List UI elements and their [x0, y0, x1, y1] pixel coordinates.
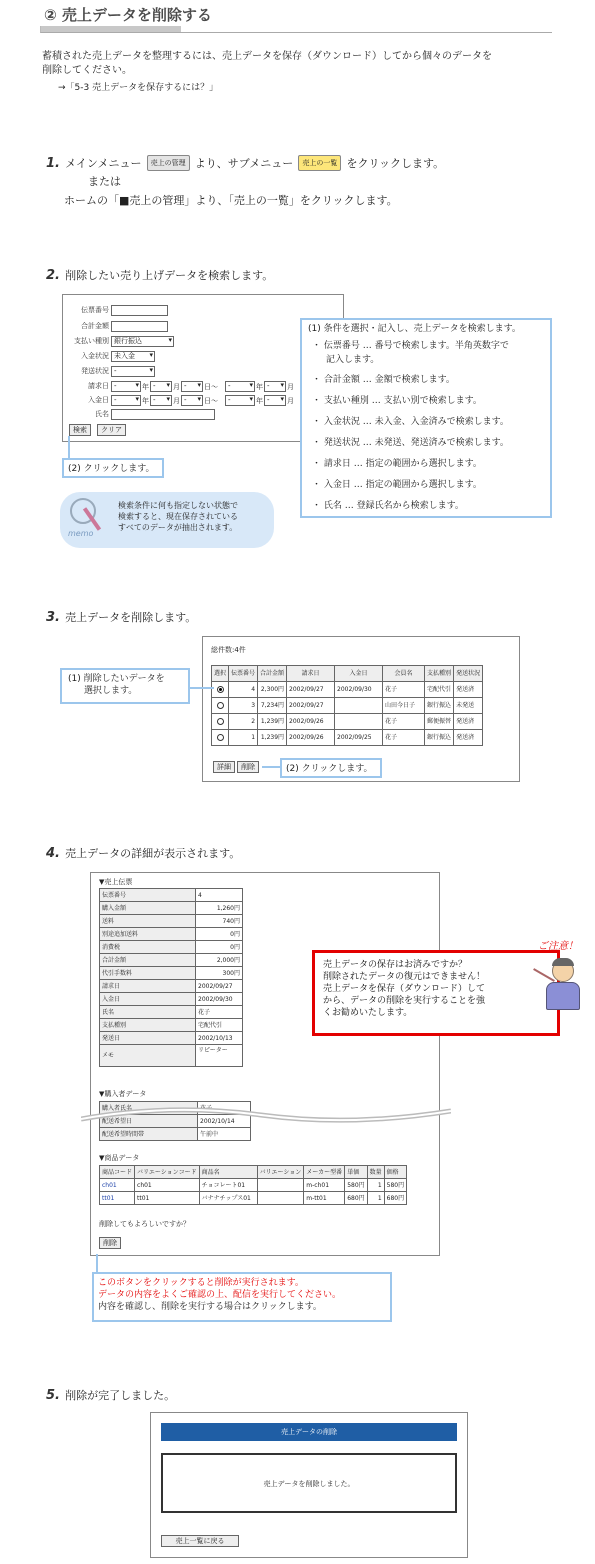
note-connector	[96, 1254, 98, 1272]
intro-text	[42, 50, 562, 78]
cell: 4	[196, 889, 243, 902]
cell: 1	[367, 1179, 384, 1192]
search-click-callout: (2) クリックします。	[62, 458, 164, 478]
sales-detail-panel	[90, 872, 440, 1256]
panel-title: 売上データの削除	[161, 1423, 457, 1441]
table-row	[100, 889, 243, 902]
cell: 0円	[196, 928, 243, 941]
warning-line: 売上データを保存（ダウンロード）して	[323, 984, 486, 994]
slip-section-header: ▼売上伝票	[99, 878, 133, 886]
condition-item: ・ 伝票番号 … 番号で検索します。半角英数字で	[312, 341, 509, 351]
search-button[interactable]: 検索	[69, 424, 91, 436]
table-row	[100, 1045, 243, 1067]
cell: 1,239円	[258, 730, 287, 746]
cell: 宅配代引	[196, 1019, 243, 1032]
col-header: 商品コード	[100, 1166, 135, 1179]
cell: 2002/09/26	[287, 714, 335, 730]
delete-complete-message: 売上データを削除しました。	[263, 1480, 355, 1488]
paytype-label: 支払い種別	[74, 337, 109, 345]
paydate-from-day[interactable]: - ▾	[181, 395, 203, 406]
note-line: 内容を確認し、削除を実行する場合はクリックします。	[98, 1302, 322, 1312]
cell: m-tt01	[304, 1192, 345, 1205]
day-label: 日	[204, 397, 211, 405]
cell: 花子	[198, 1102, 251, 1115]
col-header: 会員名	[383, 666, 425, 682]
slip-table	[99, 888, 243, 1067]
cell: 花子	[383, 714, 425, 730]
col-header: 数量	[367, 1166, 384, 1179]
cell: バナナチップス01	[199, 1192, 257, 1205]
tilde: ～	[211, 383, 218, 391]
memo-box	[60, 492, 274, 548]
billdate-from-year[interactable]: - ▾	[111, 381, 141, 392]
callout1-title: (1) 条件を選択・記入し、売上データを検索します。	[308, 324, 521, 334]
clear-button[interactable]: クリア	[97, 424, 126, 436]
callout2-connector	[68, 436, 70, 458]
cell	[335, 714, 383, 730]
cell: チョコレート01	[199, 1179, 257, 1192]
callout-line: (1) 削除したいデータを	[68, 674, 165, 684]
note-red-line: データの内容をよくご確認の上、配信を実行してください。	[98, 1290, 342, 1300]
billdate-from-month[interactable]: - ▾	[150, 381, 172, 392]
table-row	[100, 1179, 407, 1192]
cell: 0円	[196, 941, 243, 954]
col-header: 発送状況	[454, 666, 483, 682]
section-title: ② 売上データを削除する	[44, 6, 212, 24]
cell: 郵便振替	[425, 714, 454, 730]
step1-alt: ホームの「■売上の管理」より、「売上の一覧」をクリックします。	[64, 194, 398, 207]
memo-line: 検索条件に何も指定しない状態で	[118, 501, 238, 510]
table-row	[212, 698, 483, 714]
warning-line: から、データの削除を実行することを強	[323, 996, 486, 1006]
cell: 伝票番号	[100, 889, 196, 902]
cell	[257, 1179, 304, 1192]
cell: 2002/09/25	[335, 730, 383, 746]
month-label: 月	[173, 383, 180, 391]
message-frame	[161, 1453, 457, 1513]
step2	[46, 264, 273, 283]
product-code-link[interactable]: ch01	[100, 1179, 135, 1192]
col-header: 伝票番号	[229, 666, 258, 682]
cell: 3	[229, 698, 258, 714]
slip-label: 伝票番号	[81, 306, 109, 314]
paystatus-label: 入金状況	[81, 352, 109, 360]
table-row	[100, 967, 243, 980]
col-header: 入金日	[335, 666, 383, 682]
delete-confirm-text: 削除してもよろしいですか？	[99, 1220, 190, 1228]
table-row	[212, 730, 483, 746]
step1-number: 1.	[46, 156, 60, 171]
paytype-select[interactable]: 銀行振込 ▾	[111, 336, 174, 347]
memo-text	[118, 500, 238, 533]
cell: m-ch01	[304, 1179, 345, 1192]
cell: 宅配代引	[425, 682, 454, 698]
cell: 銀行振込	[425, 730, 454, 746]
cell: 銀行振込	[425, 698, 454, 714]
warning-line: くお勧めいたします。	[323, 1008, 413, 1018]
memo-label: memo	[68, 529, 94, 538]
cell: 680円	[384, 1192, 406, 1205]
table-row	[100, 993, 243, 1006]
callout1-items	[308, 340, 544, 514]
warning-tag: ご注意！	[538, 941, 578, 952]
cell: 680円	[345, 1192, 367, 1205]
cell: 740円	[196, 915, 243, 928]
cell: 購入者氏名	[100, 1102, 198, 1115]
row-select-radio[interactable]	[217, 686, 224, 693]
row-select-radio[interactable]	[217, 718, 224, 725]
cell: 2	[229, 714, 258, 730]
col-header: バリエーション	[257, 1166, 304, 1179]
step3-text: 売上データを削除します。	[65, 611, 197, 624]
step2-text: 削除したい売り上げデータを検索します。	[65, 269, 274, 282]
condition-item: ・ 入金状況 … 未入金、入金済みで検索します。	[312, 417, 509, 427]
sales-table	[211, 665, 483, 746]
month-label: 月	[287, 397, 294, 405]
delete-click-callout: (2) クリックします。	[280, 758, 382, 778]
cell: 花子	[383, 730, 425, 746]
shipstatus-label: 発送状況	[81, 367, 109, 375]
table-row	[100, 941, 243, 954]
buyer-section-header: ▼購入者データ	[99, 1090, 147, 1098]
table-row	[100, 980, 243, 993]
step4	[46, 842, 240, 861]
cell: 1,260円	[196, 902, 243, 915]
table-row	[100, 1006, 243, 1019]
condition-item: ・ 氏名 … 登録氏名から検索します。	[312, 501, 464, 511]
step4-number: 4.	[46, 846, 60, 861]
total-count: 総件数:4件	[211, 646, 246, 654]
cell: 支払種別	[100, 1019, 196, 1032]
sales-list-submenu-button[interactable]: 売上の一覧	[298, 155, 341, 171]
step1-or: または	[88, 175, 121, 188]
callout2-connector	[262, 766, 280, 768]
condition-item: ・ 請求日 … 指定の範囲から選択します。	[312, 459, 482, 469]
product-section-header: ▼商品データ	[99, 1154, 140, 1162]
cell: 2,300円	[258, 682, 287, 698]
warning-box	[312, 950, 560, 1036]
cell: 2002/09/27	[196, 980, 243, 993]
table-row	[212, 714, 483, 730]
cell: tt01	[135, 1192, 200, 1205]
step5-text: 削除が完了しました。	[65, 1389, 176, 1402]
cell: 送料	[100, 915, 196, 928]
cell: 2002/09/30	[335, 682, 383, 698]
row-select-radio[interactable]	[217, 734, 224, 741]
back-to-list-button[interactable]: 売上一覧に戻る	[161, 1535, 239, 1547]
teacher-icon	[540, 958, 584, 1014]
cell: 1	[367, 1192, 384, 1205]
cell: 2002/10/14	[198, 1115, 251, 1128]
total-amount-input[interactable]	[111, 321, 168, 332]
note-red-line: このボタンをクリックすると削除が実行されます。	[98, 1278, 304, 1288]
cell: 発送日	[100, 1032, 196, 1045]
cell: 2002/09/26	[287, 730, 335, 746]
cell: 配送希望時間帯	[100, 1128, 198, 1141]
delete-note-callout	[92, 1272, 392, 1322]
condition-item: ・ 入金日 … 指定の範囲から選択します。	[312, 480, 482, 490]
step3-number: 3.	[46, 610, 60, 625]
cell: 花子	[196, 1006, 243, 1019]
step1-text-b: より、サブメニュー	[194, 157, 294, 170]
cell: 氏名	[100, 1006, 196, 1019]
cell: 未発送	[454, 698, 483, 714]
cell: 代引手数料	[100, 967, 196, 980]
cell: 2002/09/27	[287, 682, 335, 698]
delete-button[interactable]: 削除	[237, 761, 259, 773]
table-header-row	[212, 666, 483, 682]
table-row	[212, 682, 483, 698]
cell: 4	[229, 682, 258, 698]
select-row-callout	[60, 668, 190, 704]
warning-text	[323, 959, 549, 1019]
cell: 300円	[196, 967, 243, 980]
table-row	[100, 1032, 243, 1045]
callout1-connector	[190, 687, 214, 689]
table-row	[100, 1128, 251, 1141]
cell: 合計金額	[100, 954, 196, 967]
cell: 山田今日子	[383, 698, 425, 714]
year-label: 年	[256, 383, 263, 391]
step1	[46, 152, 566, 171]
cell: 消費税	[100, 941, 196, 954]
cell: 別途追加送料	[100, 928, 196, 941]
table-row	[100, 928, 243, 941]
warning-line: 売上データの保存はお済みですか？	[323, 960, 468, 970]
cell: 発送済	[454, 730, 483, 746]
cell	[257, 1192, 304, 1205]
billdate-to-month[interactable]: - ▾	[264, 381, 286, 392]
condition-item: 記入します。	[326, 355, 380, 365]
step3	[46, 606, 196, 625]
table-row	[100, 902, 243, 915]
month-label: 月	[173, 397, 180, 405]
name-input[interactable]	[111, 409, 215, 420]
table-row	[100, 1019, 243, 1032]
wave-break-icon	[81, 1107, 451, 1123]
step1-text-a: メインメニュー	[65, 157, 142, 170]
sales-manage-menu-button[interactable]: 売上の管理	[147, 155, 190, 171]
search-conditions-callout	[300, 318, 552, 518]
condition-item: ・ 支払い種別 … 支払い別で検索します。	[312, 396, 482, 406]
col-header: 商品名	[199, 1166, 257, 1179]
day-label: 日	[204, 383, 211, 391]
col-header: 価格	[384, 1166, 406, 1179]
cell: 購入金額	[100, 902, 196, 915]
cell: 1	[229, 730, 258, 746]
cell: 請求日	[100, 980, 196, 993]
delete-complete-panel	[150, 1412, 468, 1558]
table-header-row	[100, 1166, 407, 1179]
cell: 入金日	[100, 993, 196, 1006]
col-header: 請求日	[287, 666, 335, 682]
billdate-label: 請求日	[88, 382, 109, 390]
day-tilde	[204, 382, 218, 392]
cell: 2002/09/27	[287, 698, 335, 714]
cell: メモ	[100, 1045, 196, 1067]
cell	[335, 698, 383, 714]
memo-line: 検索すると、現在保存されている	[118, 512, 238, 521]
save-data-link[interactable]: →「5-3 売上データを保存するには？」	[58, 83, 219, 93]
product-table	[99, 1165, 407, 1205]
col-header: バリエーションコード	[135, 1166, 200, 1179]
cell: 午前中	[198, 1128, 251, 1141]
cell: 580円	[345, 1179, 367, 1192]
total-label: 合計金額	[81, 322, 109, 330]
cell: リピーター	[196, 1045, 243, 1067]
cell: 2002/09/30	[196, 993, 243, 1006]
step1-text-c: をクリックします。	[346, 157, 445, 170]
cell: 2,000円	[196, 954, 243, 967]
year-label: 年	[256, 397, 263, 405]
col-header: 支払種別	[425, 666, 454, 682]
intro-line-1: 蓄積された売上データを整理するには、売上データを保存（ダウンロード）してから個々のデータを	[42, 51, 492, 62]
cell: 1,239円	[258, 714, 287, 730]
row-select-radio[interactable]	[217, 702, 224, 709]
confirm-delete-button[interactable]: 削除	[99, 1237, 121, 1249]
tilde: ～	[211, 397, 218, 405]
paydate-to-month[interactable]: - ▾	[264, 395, 286, 406]
condition-item: ・ 発送状況 … 未発送、発送済みで検索します。	[312, 438, 509, 448]
cell: 発送済	[454, 682, 483, 698]
step4-text: 売上データの詳細が表示されます。	[65, 847, 241, 860]
table-row	[100, 915, 243, 928]
table-row	[100, 1192, 407, 1205]
step5	[46, 1384, 175, 1403]
billdate-to-year[interactable]: - ▾	[225, 381, 255, 392]
month-label: 月	[287, 383, 294, 391]
cell: 2002/10/13	[196, 1032, 243, 1045]
cell: ch01	[135, 1179, 200, 1192]
cell: 580円	[384, 1179, 406, 1192]
paydate-from-month[interactable]: - ▾	[150, 395, 172, 406]
paystatus-select[interactable]: 未入金 ▾	[111, 351, 155, 362]
year-label: 年	[142, 383, 149, 391]
name-label: 氏名	[95, 410, 109, 418]
paydate-from-year[interactable]: - ▾	[111, 395, 141, 406]
slip-number-input[interactable]	[111, 305, 168, 316]
title-underline	[40, 26, 552, 33]
intro-line-2: 削除してください。	[42, 65, 132, 76]
col-header: 合計金額	[258, 666, 287, 682]
cell: 配送希望日	[100, 1115, 198, 1128]
paydate-label: 入金日	[88, 396, 109, 404]
table-row	[100, 954, 243, 967]
warning-line: 削除されたデータの復元はできません！	[323, 972, 486, 982]
cell: 7,234円	[258, 698, 287, 714]
callout-line: 選択します。	[84, 686, 138, 696]
shipstatus-select[interactable]: - ▾	[111, 366, 155, 377]
detail-button[interactable]: 詳細	[213, 761, 235, 773]
paydate-to-year[interactable]: - ▾	[225, 395, 255, 406]
col-header: メーカー型番	[304, 1166, 345, 1179]
cell: 花子	[383, 682, 425, 698]
col-header: 単価	[345, 1166, 367, 1179]
condition-item: ・ 合計金額 … 金額で検索します。	[312, 375, 455, 385]
billdate-from-day[interactable]: - ▾	[181, 381, 203, 392]
year-label: 年	[142, 397, 149, 405]
cell: 発送済	[454, 714, 483, 730]
product-code-link[interactable]: tt01	[100, 1192, 135, 1205]
day-tilde	[204, 396, 218, 406]
col-header: 選択	[212, 666, 229, 682]
step5-number: 5.	[46, 1388, 60, 1403]
memo-line: すべてのデータが抽出されます。	[118, 523, 238, 532]
step2-number: 2.	[46, 268, 60, 283]
